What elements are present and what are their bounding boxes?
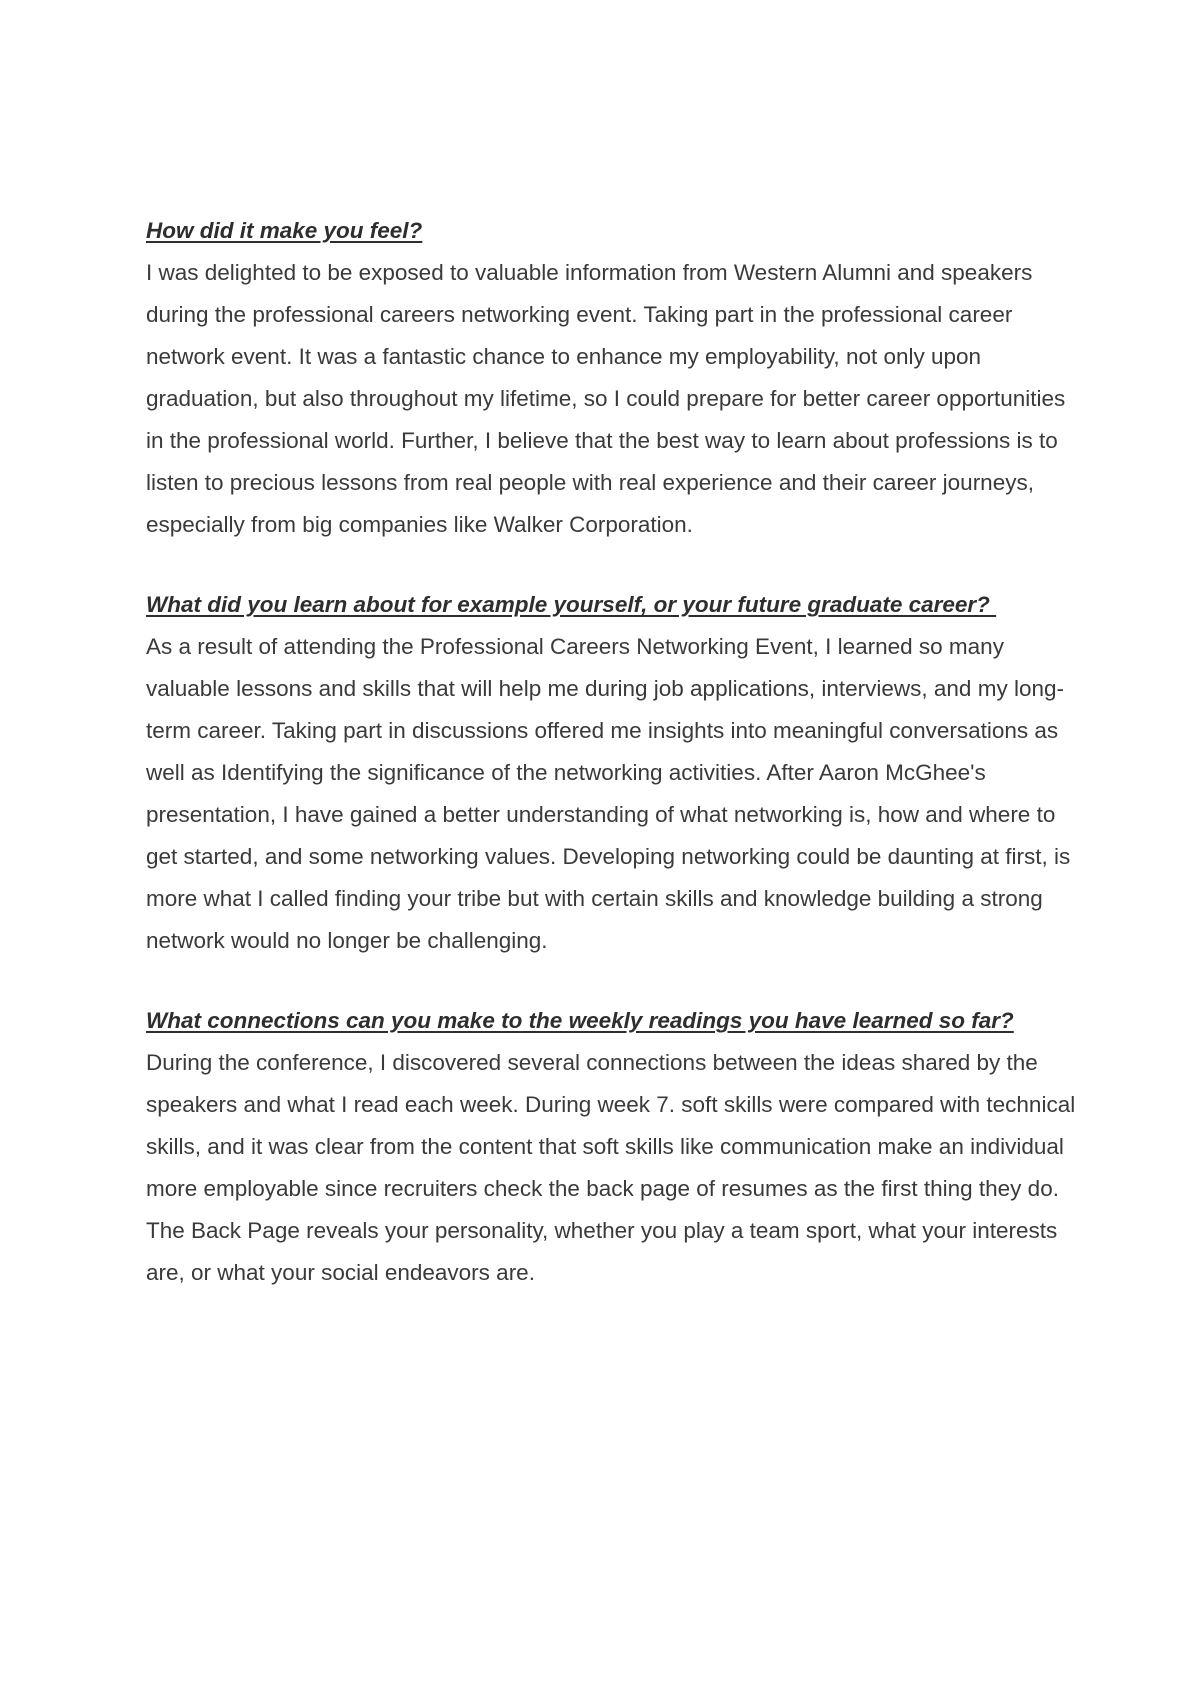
section-body: As a result of attending the Professional Careers Networking Event, I learned so many valuable lessons and skills that will help me during job applications, interviews, and my long-term career. Taking part in discussions offered me insights into meaningful conversations as well as Identifying the significance of the networking activities. After Aaron McGhee's presentation, I have gained a better understanding of what networking is, how and where to get started, and some networking values. Developing networking could be daunting at first, is more what I called finding your tribe but with certain skills and knowledge building a strong network would no longer be challenging. (146, 634, 1071, 953)
section-heading: How did it make you feel? (146, 218, 423, 243)
section-learnings (146, 584, 1076, 962)
document-content (146, 210, 1076, 1332)
section-heading: What did you learn about for example yourself, or your future graduate career? (146, 592, 997, 617)
section-connections (146, 1000, 1076, 1294)
section-body: I was delighted to be exposed to valuable information from Western Alumni and speakers during the professional careers networking event. Taking part in the professional career network event. It was a fantastic chance to enhance my employability, not only upon graduation, but also throughout my lifetime, so I could prepare for better career opportunities in the professional world. Further, I believe that the best way to learn about professions is to listen to precious lessons from real people with real experience and their career journeys, especially from big companies like Walker Corporation. (146, 260, 1066, 537)
section-feelings (146, 210, 1076, 546)
section-body: During the conference, I discovered several connections between the ideas shared by the speakers and what I read each week. During week 7. soft skills were compared with technical skills, and it was clear from the content that soft skills like communication make an individual more employable since recruiters check the back page of resumes as the first thing they do. The Back Page reveals your personality, whether you play a team sport, what your interests are, or what your social endeavors are. (146, 1050, 1076, 1285)
section-heading: What connections can you make to the weekly readings you have learned so far? (146, 1008, 1014, 1033)
